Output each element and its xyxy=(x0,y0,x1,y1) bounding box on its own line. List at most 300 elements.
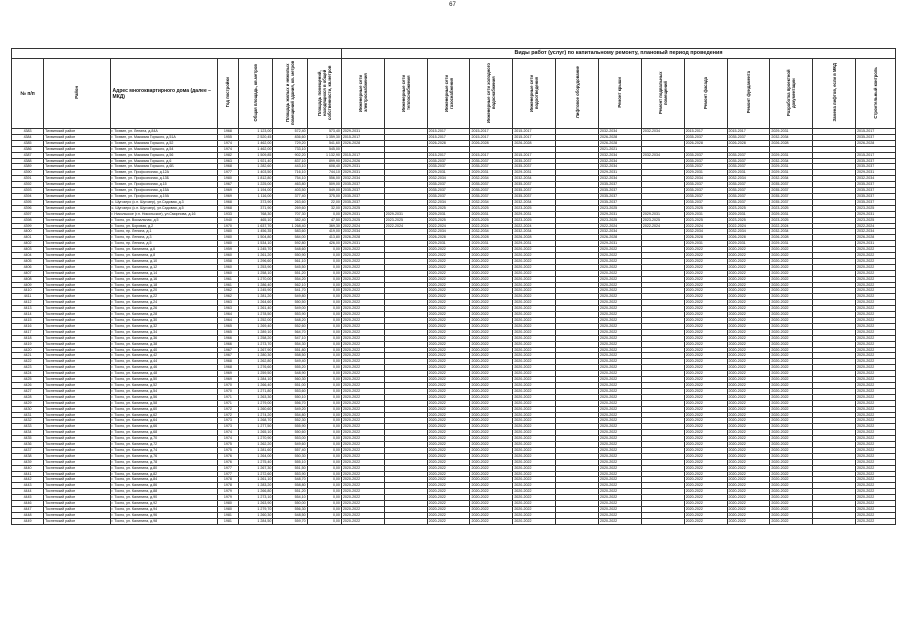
cell-work-period: 2020-2022 xyxy=(341,465,384,471)
cell-work-period: 2020-2022 xyxy=(470,471,513,477)
cell-work-period: 2020-2022 xyxy=(599,329,642,335)
cell-living-area: 549,00 xyxy=(273,306,307,312)
cell-work-period: 2020-2022 xyxy=(341,382,384,388)
cell-district: Тосненский район xyxy=(44,518,110,524)
cell-living-area: 733,10 xyxy=(273,146,307,152)
cell-work-period: 2020-2022 xyxy=(856,329,896,335)
cell-work-period: 2032-2034 xyxy=(513,199,556,205)
cell-work-period: 2020-2022 xyxy=(727,447,770,453)
cell-work-period: 2020-2022 xyxy=(856,282,896,288)
cell-year: 1968 xyxy=(217,205,238,211)
cell-district: Тосненский район xyxy=(44,382,110,388)
cell-common-area: 0,00 xyxy=(307,211,341,217)
cell-work-period: 2020-2022 xyxy=(470,371,513,377)
cell-work-period: 2020-2022 xyxy=(727,453,770,459)
cell-living-area: 555,10 xyxy=(273,459,307,465)
cell-district: Тихвинский район xyxy=(44,140,110,146)
cell-num: 4437 xyxy=(12,447,44,453)
cell-living-area: 549,60 xyxy=(273,442,307,448)
cell-work-period: 2020-2022 xyxy=(727,430,770,436)
cell-total-area: 1 456,35 xyxy=(239,229,273,235)
cell-work-period: 2020-2022 xyxy=(427,418,470,424)
cell-work-period: 2020-2022 xyxy=(684,436,727,442)
cell-address: г. Тосно, ул. Калинина, д.36 xyxy=(110,335,217,341)
cell-work-period: 2020-2022 xyxy=(856,406,896,412)
cell-work-period: 2026-2028 xyxy=(427,235,470,241)
cell-living-area: 555,20 xyxy=(273,365,307,371)
cell-year: 1980 xyxy=(217,241,238,247)
cell-work-period: 2020-2022 xyxy=(856,288,896,294)
cell-district: Тихвинский район xyxy=(44,146,110,152)
cell-work-period: 2020-2022 xyxy=(341,430,384,436)
cell-common-area: 0,00 xyxy=(307,318,341,324)
cell-living-area: 562,10 xyxy=(273,282,307,288)
cell-work-period: 2023-2025 xyxy=(770,217,813,223)
cell-work-period: 2020-2022 xyxy=(470,507,513,513)
cell-work-period: 2020-2022 xyxy=(856,394,896,400)
cell-address: г. Тосно, ул. Калинина, д.18 xyxy=(110,282,217,288)
cell-total-area: 1 263,30 xyxy=(239,394,273,400)
cell-living-area: 549,20 xyxy=(273,406,307,412)
cell-common-area: 1 359,30 xyxy=(307,134,341,140)
cell-work-period: 2020-2022 xyxy=(684,382,727,388)
cell-work-period: 2020-2022 xyxy=(856,465,896,471)
cell-work-period: 2020-2022 xyxy=(856,318,896,324)
cell-address: г. Тосно, ул. Калинина, д.34 xyxy=(110,329,217,335)
cell-work-period: 2020-2022 xyxy=(684,371,727,377)
cell-address: г. Тосно, ул. Калинина, д.10 xyxy=(110,258,217,264)
cell-address: г. Тосно, ул. Калинина, д.44 xyxy=(110,359,217,365)
cell-common-area: 47,50 xyxy=(307,217,341,223)
cell-year: 1968 xyxy=(217,365,238,371)
cell-work-period: 2020-2022 xyxy=(599,247,642,253)
cell-work-period: 2020-2022 xyxy=(427,377,470,383)
cell-year: 1959 xyxy=(217,247,238,253)
cell-total-area: 1 273,10 xyxy=(239,495,273,501)
cell-work-period: 2015-2017 xyxy=(427,134,470,140)
cell-common-area: 0,00 xyxy=(307,270,341,276)
cell-work-period: 2020-2022 xyxy=(856,382,896,388)
cell-work-period: 2020-2022 xyxy=(770,447,813,453)
cell-work-period: 2020-2022 xyxy=(770,489,813,495)
cell-year: 1969 xyxy=(217,371,238,377)
cell-work-period: 2020-2022 xyxy=(727,300,770,306)
cell-district: Тосненский район xyxy=(44,312,110,318)
cell-work-period: 2020-2022 xyxy=(470,465,513,471)
cell-work-period: 2020-2022 xyxy=(727,270,770,276)
cell-total-area: 768,30 xyxy=(239,211,273,217)
cell-num: 4398 xyxy=(12,217,44,223)
cell-work-period: 2023-2025 xyxy=(641,217,684,223)
cell-work-period: 2020-2022 xyxy=(727,495,770,501)
cell-living-area: 553,00 xyxy=(273,436,307,442)
cell-work-period: 2020-2022 xyxy=(684,329,727,335)
cell-work-period: 2020-2022 xyxy=(856,377,896,383)
cell-common-area: 0,00 xyxy=(307,394,341,400)
cell-common-area: 426,00 xyxy=(307,241,341,247)
cell-district: Тосненский район xyxy=(44,276,110,282)
cell-work-period: 2020-2022 xyxy=(684,359,727,365)
col-work-8 xyxy=(641,59,684,129)
cell-common-area: 0,00 xyxy=(307,359,341,365)
cell-total-area: 1 282,60 xyxy=(239,164,273,170)
cell-work-period: 2035-2037 xyxy=(470,193,513,199)
cell-work-period: 2029-2031 xyxy=(770,164,813,170)
cell-work-period: 2020-2022 xyxy=(470,394,513,400)
cell-work-period: 2029-2031 xyxy=(684,211,727,217)
cell-living-area: 550,00 xyxy=(273,501,307,507)
cell-work-period: 2020-2022 xyxy=(341,294,384,300)
cell-common-area: 0,00 xyxy=(307,347,341,353)
cell-work-period: 2020-2022 xyxy=(513,412,556,418)
cell-work-period: 2020-2022 xyxy=(427,453,470,459)
cell-living-area: 556,70 xyxy=(273,400,307,406)
cell-work-period: 2032-2034 xyxy=(427,229,470,235)
cell-num: 4448 xyxy=(12,512,44,518)
cell-num: 4433 xyxy=(12,424,44,430)
cell-year: 1966 xyxy=(217,341,238,347)
cell-year: 1980 xyxy=(217,176,238,182)
cell-living-area: 550,30 xyxy=(273,453,307,459)
cell-work-period: 2020-2022 xyxy=(770,495,813,501)
cell-year: 1965 xyxy=(217,323,238,329)
cell-work-period: 2035-2037 xyxy=(599,182,642,188)
cell-work-period: 2020-2022 xyxy=(341,258,384,264)
cell-total-area: 1 268,70 xyxy=(239,418,273,424)
cell-living-area: 836,60 xyxy=(273,134,307,140)
cell-work-period: 2020-2022 xyxy=(341,394,384,400)
cell-work-period: 2020-2022 xyxy=(427,406,470,412)
cell-address: г. Тосно, ул. Калинина, д.12 xyxy=(110,264,217,270)
cell-num: 4444 xyxy=(12,489,44,495)
cell-year: 1966 xyxy=(217,335,238,341)
cell-work-period: 2020-2022 xyxy=(599,353,642,359)
cell-district: Тихвинский район xyxy=(44,199,110,205)
cell-work-period: 2020-2022 xyxy=(684,253,727,259)
cell-work-period: 2015-2017 xyxy=(341,134,384,140)
cell-common-area: 0,00 xyxy=(307,495,341,501)
cell-work-period: 2020-2022 xyxy=(684,400,727,406)
cell-work-period: 2020-2022 xyxy=(770,276,813,282)
cell-district: Тосненский район xyxy=(44,347,110,353)
cell-living-area: 564,70 xyxy=(273,329,307,335)
cell-work-period: 2020-2022 xyxy=(856,518,896,524)
cell-address: г. Тосно, ул. Калинина, д.80 xyxy=(110,465,217,471)
cell-work-period: 2020-2022 xyxy=(513,365,556,371)
cell-work-period: 2022-2024 xyxy=(427,223,470,229)
cell-year: 1965 xyxy=(217,329,238,335)
cell-total-area: 1 267,90 xyxy=(239,347,273,353)
cell-total-area: 1 264,60 xyxy=(239,300,273,306)
cell-total-area: 1 252,00 xyxy=(239,318,273,324)
cell-work-period: 2029-2031 xyxy=(513,170,556,176)
cell-year: 1980 xyxy=(217,501,238,507)
cell-work-period: 2035-2037 xyxy=(341,188,384,194)
cell-work-period: 2020-2022 xyxy=(341,459,384,465)
cell-work-period: 2020-2022 xyxy=(427,294,470,300)
cell-common-area: 0,00 xyxy=(307,418,341,424)
cell-work-period: 2029-2031 xyxy=(427,170,470,176)
cell-work-period: 2020-2022 xyxy=(856,447,896,453)
cell-district: Тосненский район xyxy=(44,377,110,383)
cell-living-area: 555,90 xyxy=(273,424,307,430)
cell-work-period: 2035-2037 xyxy=(684,158,727,164)
cell-work-period: 2020-2022 xyxy=(427,394,470,400)
cell-work-period: 2020-2022 xyxy=(684,512,727,518)
cell-work-period: 2035-2037 xyxy=(470,188,513,194)
cell-work-period: 2020-2022 xyxy=(513,300,556,306)
col-work-10 xyxy=(727,59,770,129)
cell-num: 4438 xyxy=(12,453,44,459)
col-work-12 xyxy=(813,59,856,129)
cell-address: г. Тосно, пр. Ленина, д.3 xyxy=(110,235,217,241)
cell-work-period: 2020-2022 xyxy=(427,365,470,371)
col-work-2 xyxy=(384,59,427,129)
cell-common-area: 744,10 xyxy=(307,170,341,176)
cell-common-area: 413,80 xyxy=(307,235,341,241)
cell-work-period: 2029-2031 xyxy=(599,241,642,247)
cell-address: г. Тосно, ул. Калинина, д.24 xyxy=(110,300,217,306)
cell-work-period: 2020-2022 xyxy=(684,430,727,436)
cell-work-period: 2020-2022 xyxy=(341,512,384,518)
cell-work-period: 2020-2022 xyxy=(727,382,770,388)
cell-work-period: 2015-2017 xyxy=(427,129,470,135)
col-year xyxy=(217,59,238,129)
cell-district: Тосненский район xyxy=(44,512,110,518)
cell-year: 1976 xyxy=(217,453,238,459)
cell-total-area: 1 280,30 xyxy=(239,353,273,359)
cell-living-area: 583,60 xyxy=(273,229,307,235)
cell-common-area: 0,00 xyxy=(307,253,341,259)
cell-living-area: 556,30 xyxy=(273,507,307,513)
cell-work-period: 2020-2022 xyxy=(599,483,642,489)
cell-year: 1976 xyxy=(217,459,238,465)
cell-address: г. Тосно, ул. Калинина, д.66 xyxy=(110,424,217,430)
cell-work-period: 2020-2022 xyxy=(727,258,770,264)
cell-num: 4414 xyxy=(12,312,44,318)
cell-work-period: 2020-2022 xyxy=(770,353,813,359)
cell-work-period: 2026-2028 xyxy=(427,140,470,146)
cell-common-area: 573,40 xyxy=(307,129,341,135)
cell-district: Тосненский район xyxy=(44,294,110,300)
cell-common-area: 0,00 xyxy=(307,442,341,448)
cell-num: 4396 xyxy=(12,205,44,211)
cell-common-area: 556,00 xyxy=(307,176,341,182)
cell-work-period: 2023-2025 xyxy=(470,217,513,223)
cell-work-period: 2020-2022 xyxy=(684,388,727,394)
cell-num: 4386 xyxy=(12,146,44,152)
cell-work-period: 2020-2022 xyxy=(341,371,384,377)
cell-common-area: 0,00 xyxy=(307,377,341,383)
cell-work-period: 2020-2022 xyxy=(341,436,384,442)
cell-work-period: 2020-2022 xyxy=(470,282,513,288)
cell-work-period: 2020-2022 xyxy=(513,258,556,264)
cell-work-period: 2020-2022 xyxy=(684,264,727,270)
cell-living-area: 549,80 xyxy=(273,294,307,300)
cell-work-period: 2020-2022 xyxy=(341,300,384,306)
cell-work-period: 2020-2022 xyxy=(599,270,642,276)
cell-address: г. Тосно, ул. Калинина, д.96 xyxy=(110,512,217,518)
cell-work-period: 2020-2022 xyxy=(341,312,384,318)
cell-address: г. Тосно, ул. Калинина, д.52 xyxy=(110,382,217,388)
cell-work-period: 2020-2022 xyxy=(341,353,384,359)
cell-living-area: 463,80 xyxy=(273,182,307,188)
cell-num: 4383 xyxy=(12,129,44,135)
col-work-label: Ремонт фундамента xyxy=(745,71,751,114)
cell-common-area: 0,00 xyxy=(307,471,341,477)
cell-year: 1980 xyxy=(217,229,238,235)
col-district-label: Район xyxy=(74,86,80,99)
cell-work-period: 2035-2037 xyxy=(856,193,896,199)
cell-district: Тосненский район xyxy=(44,388,110,394)
cell-year: 1979 xyxy=(217,489,238,495)
cell-num: 4395 xyxy=(12,199,44,205)
cell-total-area: 1 279,00 xyxy=(239,400,273,406)
cell-common-area: 0,00 xyxy=(307,412,341,418)
cell-year: 1971 xyxy=(217,400,238,406)
cell-work-period: 2020-2022 xyxy=(770,347,813,353)
cell-address: г. Тосно, ул. Калинина, д.46 xyxy=(110,365,217,371)
cell-address: г. Тосно, ул. Калинина, д.30 xyxy=(110,318,217,324)
cell-year: 1982 xyxy=(217,152,238,158)
cell-work-period: 2020-2022 xyxy=(727,436,770,442)
cell-work-period: 2029-2031 xyxy=(684,241,727,247)
cell-work-period: 2032-2034 xyxy=(513,229,556,235)
cell-address: г. Тосно, ул. Калинина, д.40 xyxy=(110,347,217,353)
cell-district: Тосненский район xyxy=(44,341,110,347)
cell-living-area: 551,20 xyxy=(273,489,307,495)
cell-work-period: 2035-2037 xyxy=(427,182,470,188)
cell-num: 4439 xyxy=(12,459,44,465)
cell-common-area: 0,00 xyxy=(307,465,341,471)
cell-district: Тосненский район xyxy=(44,477,110,483)
cell-work-period: 2020-2022 xyxy=(470,276,513,282)
cell-work-period: 2020-2022 xyxy=(727,442,770,448)
cell-total-area: 1 260,30 xyxy=(239,512,273,518)
cell-living-area: 551,80 xyxy=(273,347,307,353)
cell-address: г. Тихвин, ул. Максима Горького, д.6Б xyxy=(110,164,217,170)
cell-num: 4417 xyxy=(12,329,44,335)
cell-num: 4408 xyxy=(12,276,44,282)
cell-work-period: 2035-2037 xyxy=(427,158,470,164)
cell-address: г. Тосно, ул. Калинина, д.90 xyxy=(110,495,217,501)
cell-work-period: 2020-2022 xyxy=(341,424,384,430)
cell-work-period: 2020-2022 xyxy=(341,282,384,288)
cell-num: 4435 xyxy=(12,436,44,442)
cell-work-period: 2020-2022 xyxy=(427,477,470,483)
cell-work-period: 2035-2037 xyxy=(513,164,556,170)
cell-total-area: 1 259,50 xyxy=(239,371,273,377)
cell-work-period: 2029-2031 xyxy=(599,170,642,176)
cell-work-period: 2020-2022 xyxy=(684,477,727,483)
cell-address: с. Шугозеро (с.п. Шугозер), ул.Садовая, д.3 xyxy=(110,199,217,205)
cell-living-area: 548,90 xyxy=(273,371,307,377)
cell-work-period: 2020-2022 xyxy=(856,264,896,270)
cell-district: Тосненский район xyxy=(44,300,110,306)
cell-living-area: 551,20 xyxy=(273,270,307,276)
cell-total-area: 1 266,80 xyxy=(239,489,273,495)
cell-total-area: 1 258,10 xyxy=(239,270,273,276)
cell-work-period: 2020-2022 xyxy=(427,329,470,335)
cell-address: г. Тосно, ул. Калинина, д.78 xyxy=(110,459,217,465)
cell-work-period: 2029-2031 xyxy=(427,211,470,217)
cell-num: 4401 xyxy=(12,235,44,241)
col-total-area xyxy=(239,59,273,129)
cell-work-period: 2020-2022 xyxy=(727,507,770,513)
cell-work-period: 2020-2022 xyxy=(470,453,513,459)
cell-work-period: 2026-2028 xyxy=(513,140,556,146)
cell-address: с. Шугозеро (с.п. Шугозер), ул.Садовая, д.5 xyxy=(110,205,217,211)
cell-work-period: 2020-2022 xyxy=(470,483,513,489)
cell-address: г. Тосно, ул. Калинина, д.26 xyxy=(110,306,217,312)
cell-living-area: 548,50 xyxy=(273,512,307,518)
col-work-label: Инженерные сети холодного водоснабжения xyxy=(486,62,497,123)
cell-work-period: 2022-2024 xyxy=(770,223,813,229)
cell-work-period: 2020-2022 xyxy=(427,518,470,524)
cell-work-period: 2035-2037 xyxy=(684,188,727,194)
cell-living-area: 552,60 xyxy=(273,323,307,329)
cell-work-period: 2020-2022 xyxy=(470,430,513,436)
cell-year: 1963 xyxy=(217,306,238,312)
cell-address: г. Тосно, ул. Калинина, д.6 xyxy=(110,247,217,253)
cell-living-area: 263,60 xyxy=(273,199,307,205)
cell-total-area: 1 462,00 xyxy=(239,140,273,146)
cell-living-area: 541,70 xyxy=(273,288,307,294)
cell-work-period: 2020-2022 xyxy=(684,270,727,276)
cell-work-period: 2020-2022 xyxy=(856,365,896,371)
cell-work-period: 2020-2022 xyxy=(470,318,513,324)
cell-total-area: 1 637,70 xyxy=(239,223,273,229)
cell-work-period: 2020-2022 xyxy=(684,489,727,495)
cell-living-area: 551,50 xyxy=(273,465,307,471)
cell-year: 1933 xyxy=(217,211,238,217)
cell-work-period: 2032-2034 xyxy=(770,134,813,140)
cell-work-period: 2020-2022 xyxy=(770,400,813,406)
cell-work-period: 2032-2034 xyxy=(856,176,896,182)
cell-work-period: 2020-2022 xyxy=(770,247,813,253)
cell-work-period: 2029-2031 xyxy=(770,170,813,176)
cell-work-period: 2020-2022 xyxy=(513,282,556,288)
cell-work-period: 2026-2028 xyxy=(684,235,727,241)
cell-work-period: 2020-2022 xyxy=(856,312,896,318)
cell-work-period: 2022-2024 xyxy=(470,223,513,229)
cell-total-area: 1 264,00 xyxy=(239,453,273,459)
cell-work-period: 2020-2022 xyxy=(599,253,642,259)
cell-work-period: 2026-2028 xyxy=(341,235,384,241)
cell-work-period: 2020-2022 xyxy=(470,253,513,259)
cell-work-period: 2024-2026 xyxy=(341,158,384,164)
cell-address: г. Тосно, ул. Калинина, д.58 xyxy=(110,400,217,406)
cell-address: г. Тосно, ул. Калинина, д.38 xyxy=(110,341,217,347)
cell-district: Тосненский район xyxy=(44,353,110,359)
cell-num: 4449 xyxy=(12,518,44,524)
cell-common-area: 0,00 xyxy=(307,323,341,329)
cell-work-period: 2035-2037 xyxy=(727,164,770,170)
cell-work-period: 2020-2022 xyxy=(599,371,642,377)
cell-work-period: 2020-2022 xyxy=(513,377,556,383)
col-work-label: Ремонт крыши xyxy=(617,77,623,108)
cell-work-period: 2020-2022 xyxy=(727,365,770,371)
cell-work-period: 2020-2022 xyxy=(470,353,513,359)
col-work-label: Ремонт фасада xyxy=(703,76,709,109)
cell-work-period: 2020-2022 xyxy=(599,459,642,465)
cell-work-period: 2020-2022 xyxy=(513,276,556,282)
col-year-label: Год постройки xyxy=(225,77,231,108)
cell-year: 1961 xyxy=(217,282,238,288)
cell-work-period: 2035-2037 xyxy=(684,152,727,158)
cell-work-period: 2020-2022 xyxy=(341,306,384,312)
cell-district: Тосненский район xyxy=(44,229,110,235)
